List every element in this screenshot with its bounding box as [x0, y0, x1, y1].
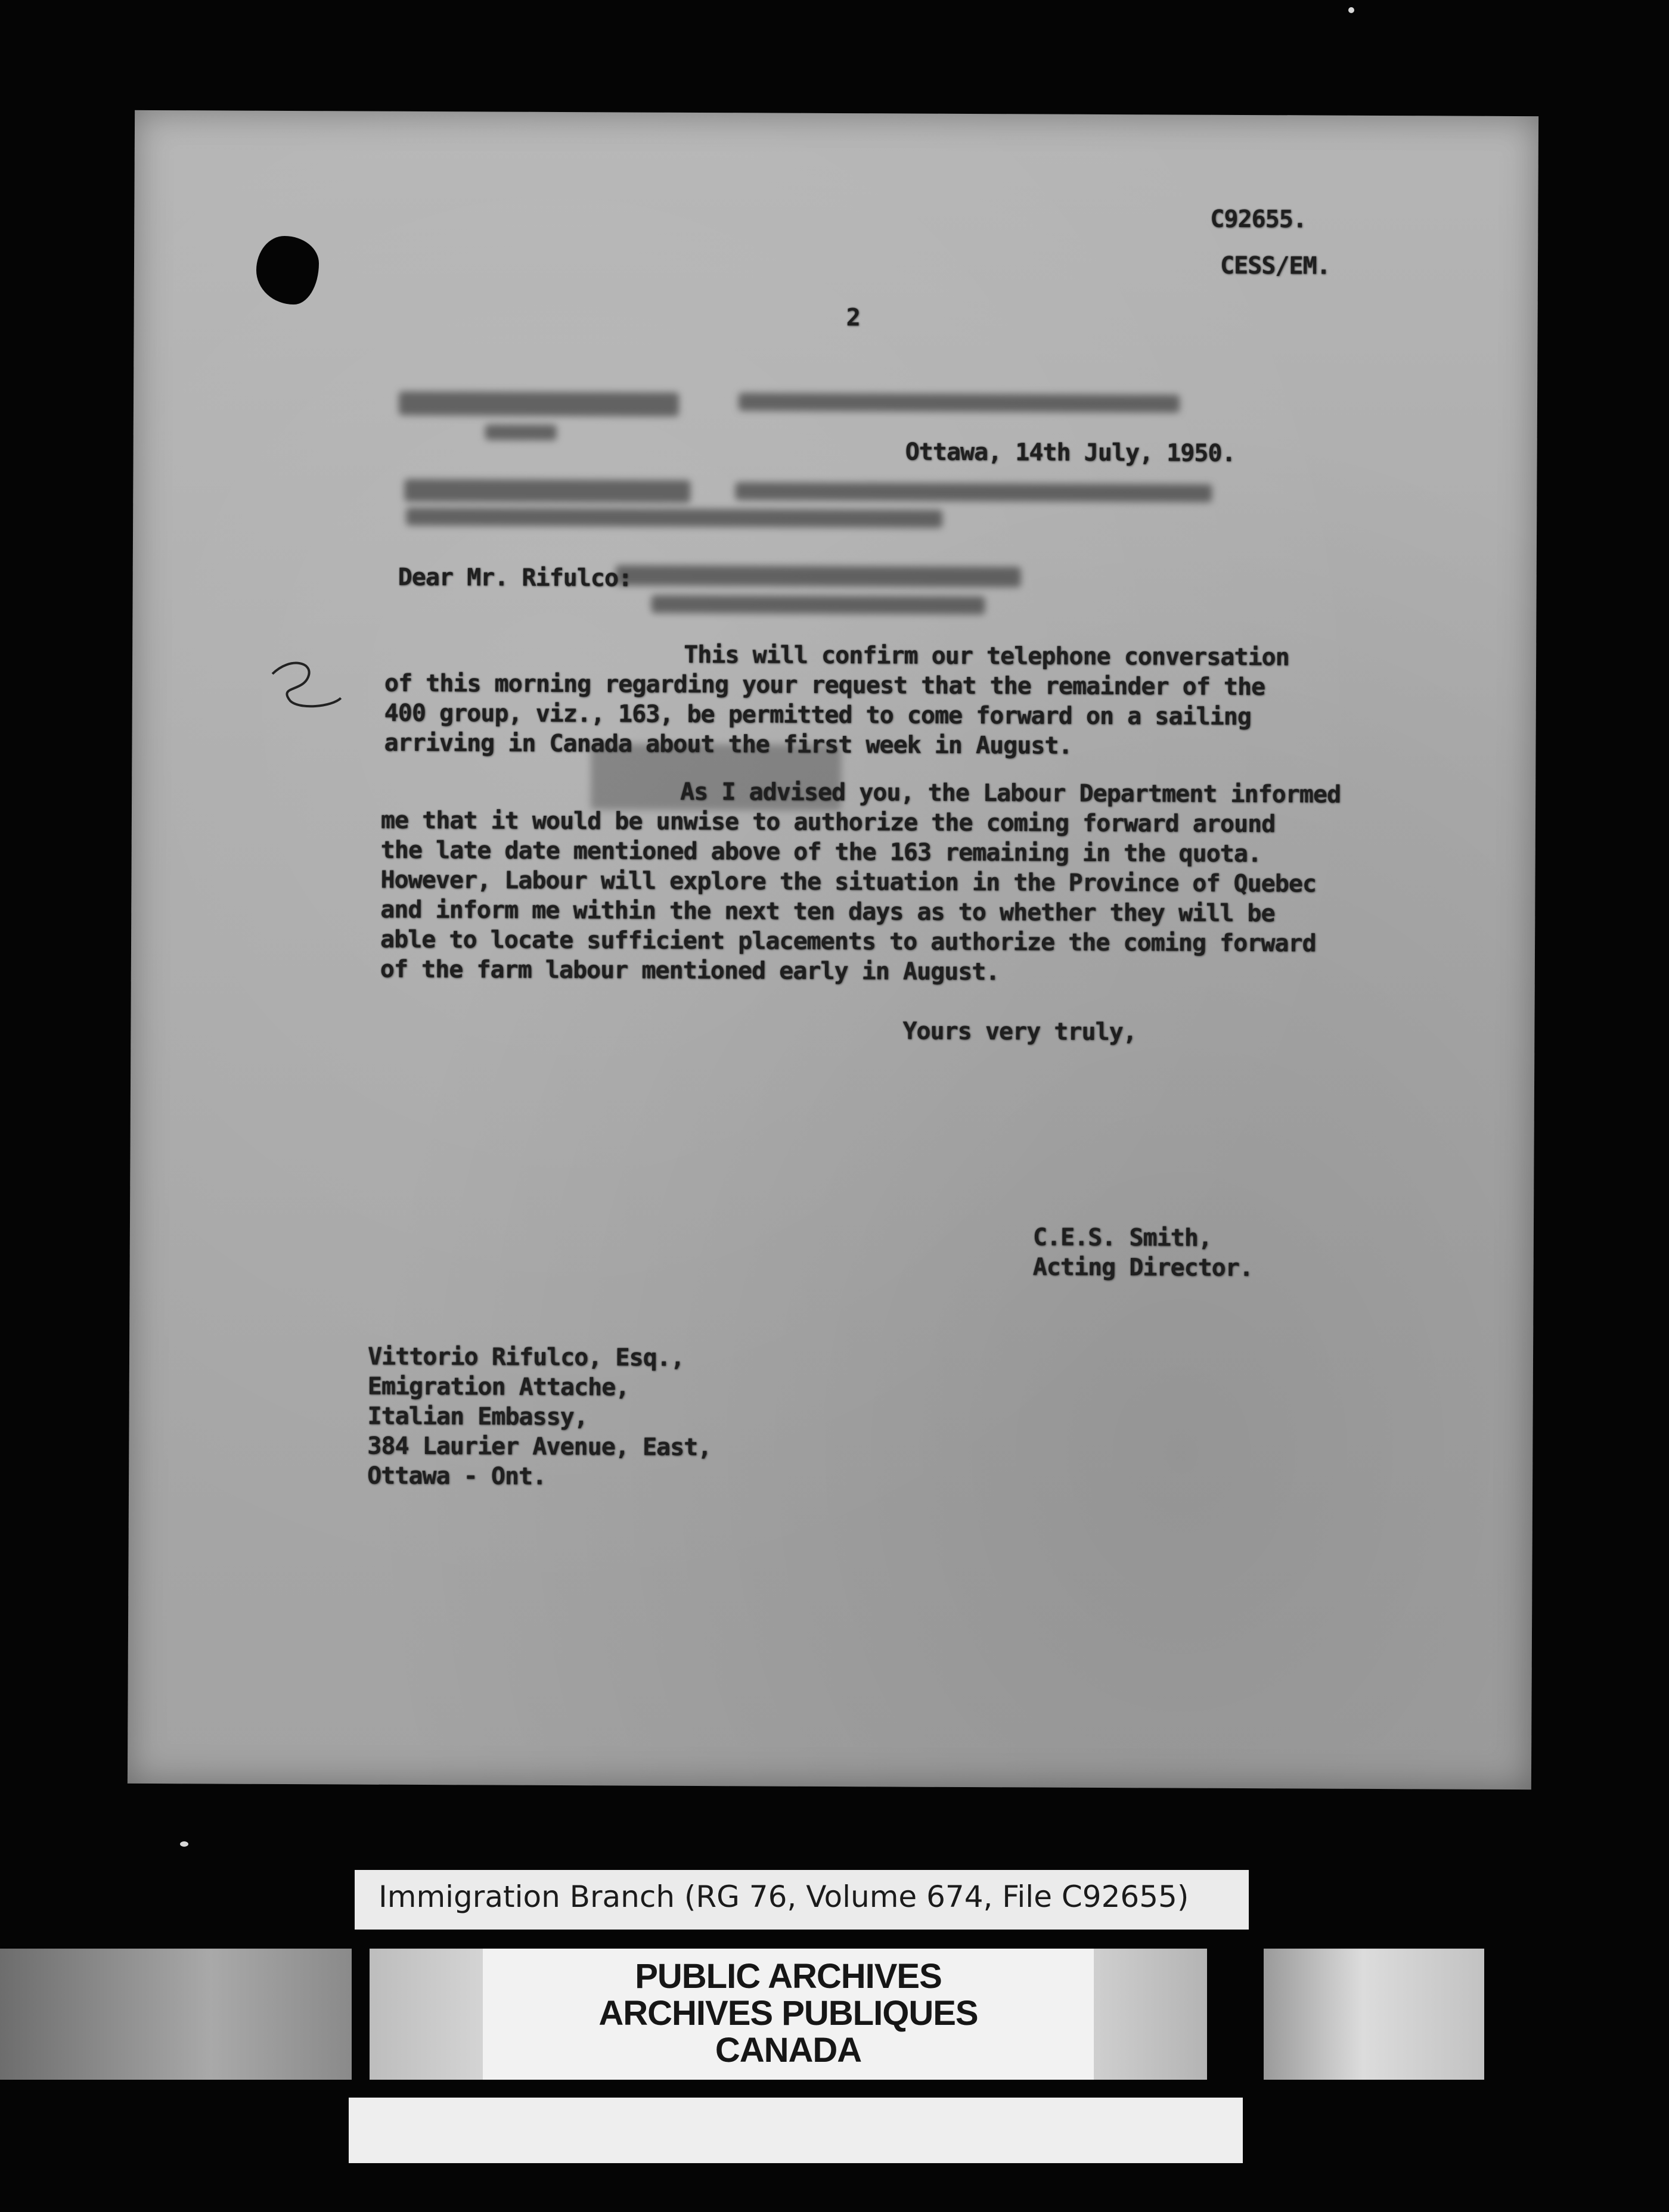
text-line: of the farm labour mentioned early in August. [380, 955, 1000, 986]
film-speck [1348, 7, 1354, 13]
film-edge-right [1264, 1949, 1484, 2080]
margin-pencil-mark [266, 650, 350, 716]
text-line: and inform me within the next ten days as to whether they will be [380, 896, 1275, 928]
closing: Yours very truly, [902, 1017, 1137, 1046]
blank-label-strip [349, 2098, 1243, 2163]
text-line: of this morning regarding your request that the remainder of the [384, 669, 1265, 701]
archive-reference-label [355, 1870, 1249, 1930]
bleed-through-mark [616, 565, 1021, 587]
signer-title: Acting Director. [1032, 1253, 1254, 1282]
address-line: Italian Embassy, [367, 1402, 588, 1431]
bleed-through-mark [739, 393, 1180, 412]
address-line: 384 Laurier Avenue, East, [367, 1432, 712, 1462]
stamp-line: PUBLIC ARCHIVES [635, 1957, 942, 1996]
place-date: Ottawa, 14th July, 1950. [905, 438, 1236, 467]
text-line: As I advised you, the Labour Department informed [680, 778, 1341, 809]
bleed-through-mark [406, 508, 942, 528]
address-line: Vittorio Rifulco, Esq., [367, 1343, 685, 1372]
bleed-through-mark [485, 424, 557, 440]
salutation: Dear Mr. Rifulco: [398, 563, 632, 592]
address-line: Emigration Attache, [367, 1372, 629, 1402]
text-line: me that it would be unwise to authorize the coming forward around [380, 806, 1276, 838]
text-line: arriving in Canada about the first week in August. [384, 729, 1072, 760]
stamp-line: CANADA [715, 2031, 862, 2070]
file-reference: C92655. [1210, 205, 1307, 234]
text-line: the late date mentioned above of the 163 remaining in the quota. [380, 836, 1262, 868]
film-speck [180, 1841, 188, 1847]
text-line: This will confirm our telephone conversation [684, 641, 1289, 672]
film-edge-left [0, 1949, 352, 2080]
bleed-through-mark [735, 482, 1212, 502]
letter-page [128, 110, 1538, 1790]
stamp-line: ARCHIVES PUBLIQUES [598, 1994, 978, 2033]
text-line: However, Labour will explore the situation in the Province of Quebec [380, 866, 1317, 898]
reference-text: Immigration Branch (RG 76, Volume 674, File C92655) [379, 1879, 1189, 1914]
signer-name: C.E.S. Smith, [1032, 1223, 1212, 1252]
public-archives-stamp [483, 1949, 1094, 2080]
bleed-through-mark [404, 479, 690, 503]
film-edge-center-right [1094, 1949, 1207, 2080]
bleed-through-mark [651, 595, 985, 614]
typist-initials: CESS/EM. [1220, 251, 1330, 280]
film-edge-center-left [370, 1949, 483, 2080]
text-line: 400 group, viz., 163, be permitted to come forward on a sailing [384, 699, 1251, 731]
address-line: Ottawa - Ont. [367, 1462, 547, 1490]
text-line: able to locate sufficient placements to authorize the coming forward [380, 925, 1316, 958]
ink-blot [256, 236, 319, 305]
page-mark: 2 [846, 304, 860, 332]
bleed-through-mark [399, 392, 679, 417]
